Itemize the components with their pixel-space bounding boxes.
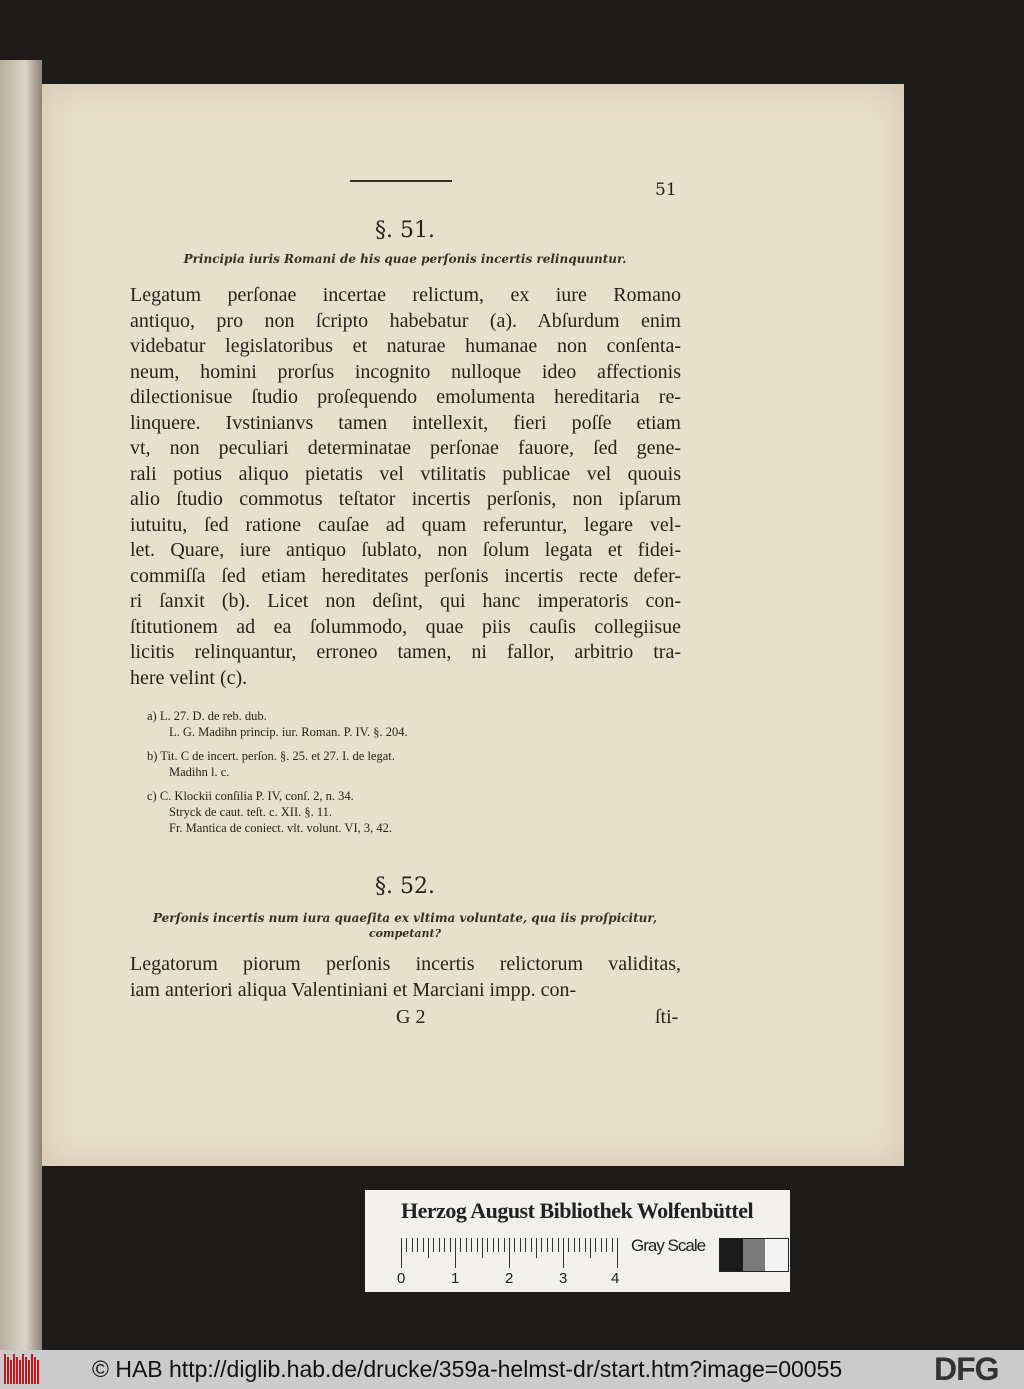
ruler-tick (439, 1238, 440, 1252)
section-52-body (130, 952, 681, 1003)
ruler-tick (504, 1238, 505, 1252)
line-text: ſtitutionem ad ea ſolummodo, quae piis cauſis collegiisue (130, 615, 681, 638)
text-line (130, 436, 681, 462)
line-text: neum, homini prorſus incognito nulloque ideo affectionis (130, 360, 681, 383)
hab-logo-icon (4, 1354, 46, 1384)
text-line (130, 589, 681, 615)
line-text: dilectionisue ſtudio proſequendo emolumenta hereditaria re- (130, 386, 681, 408)
footnotes (147, 708, 408, 844)
logo-stripe (19, 1360, 21, 1384)
ruler-tick (531, 1238, 532, 1252)
text-line (130, 978, 681, 1004)
ruler-tick (498, 1238, 499, 1252)
logo-stripe (10, 1360, 12, 1384)
ruler-tick (525, 1238, 526, 1252)
text-line (130, 462, 681, 488)
ruler-tick (541, 1238, 542, 1252)
text-line (130, 385, 681, 411)
scale-number: 0 (397, 1270, 406, 1287)
section-51-rubric: Principia iuris Romani de his quae perſonis incertis relinquuntur. (183, 252, 627, 266)
line-text: videbatur legislatoribus et naturae humanae non conſenta- (130, 335, 681, 357)
ruler-tick (487, 1238, 488, 1252)
line-text: vt, non peculiari determinatae perſonae fauore, ſed gene- (130, 437, 681, 459)
ruler-tick (520, 1238, 521, 1252)
catchword: ſti- (655, 1006, 679, 1028)
line-text: antiquo, pro non ſcripto habebatur (a). Abſurdum enim (130, 309, 681, 332)
ruler-tick (428, 1238, 429, 1258)
line-text: ri ſanxit (b). Licet non deſint, qui hanc imperatoris con- (130, 590, 681, 612)
line-text: Legatorum piorum perſonis incertis relictorum validitas, (130, 953, 681, 975)
footnote-line: Madihn l. c. (169, 765, 230, 779)
text-line (130, 513, 681, 539)
swatch-black (720, 1239, 743, 1271)
ruler-tick (595, 1238, 596, 1252)
ruler-tick (612, 1238, 613, 1252)
ruler-tick (482, 1238, 483, 1258)
ruler-tick (536, 1238, 537, 1258)
swatch-gray (743, 1239, 766, 1271)
ruler-tick (563, 1238, 564, 1268)
line-text: alio ſtudio commotus teſtator incertis perſonis, non ipſarum (130, 488, 681, 510)
text-line (130, 952, 681, 978)
swatch-white (765, 1239, 788, 1271)
header-rule (350, 180, 452, 182)
logo-stripe (4, 1354, 6, 1384)
section-51-heading: §. 51. (375, 218, 435, 243)
footnote-line: L. G. Madihn princip. iur. Roman. P. IV. §. 204. (169, 725, 408, 739)
scale-number: 2 (505, 1270, 514, 1287)
section-51-body (130, 283, 681, 691)
scale-number: 3 (559, 1270, 568, 1287)
line-text: rali potius aliquo pietatis vel vtilitatis publicae vel quouis (130, 462, 681, 485)
ruler-scale (401, 1238, 617, 1268)
ruler-tick (450, 1238, 451, 1252)
ruler-tick (433, 1238, 434, 1252)
logo-stripe (16, 1357, 18, 1384)
library-name: Herzog August Bibliothek Wolfenbüttel (401, 1198, 754, 1223)
ruler-tick (444, 1238, 445, 1252)
dfg-logo: DFG (934, 1351, 999, 1387)
line-text: Legatum perſonae incertae relictum, ex iure Romano (130, 284, 681, 306)
text-line (130, 564, 681, 590)
footer-bar (0, 1350, 1024, 1389)
ruler-tick (423, 1238, 424, 1252)
ruler-tick (509, 1238, 510, 1268)
footnote (147, 708, 408, 740)
footnote-line: a) L. 27. D. de reb. dub. (147, 709, 267, 723)
line-text: here velint (c). (130, 666, 248, 689)
library-color-card (365, 1190, 790, 1292)
footnote-line: Fr. Mantica de coniect. vlt. volunt. VI, 3, 42. (169, 821, 392, 835)
logo-stripe (25, 1357, 27, 1384)
text-line (130, 666, 681, 692)
ruler-tick (406, 1238, 407, 1252)
ruler-tick (417, 1238, 418, 1252)
logo-stripe (22, 1354, 24, 1384)
ruler-tick (401, 1238, 402, 1268)
ruler-tick (493, 1238, 494, 1252)
ruler-tick (574, 1238, 575, 1252)
ruler-tick (585, 1238, 586, 1252)
ruler-tick (590, 1238, 591, 1258)
gray-scale-swatches (719, 1238, 789, 1272)
line-text: let. Quare, iure antiquo ſublato, non ſolum legata et fidei- (130, 539, 681, 561)
ruler-tick (558, 1238, 559, 1252)
section-52-heading: §. 52. (375, 874, 435, 899)
logo-stripe (28, 1360, 30, 1384)
text-line (130, 360, 681, 386)
logo-stripe (7, 1357, 9, 1384)
text-line (130, 538, 681, 564)
text-line (130, 640, 681, 666)
ruler-tick (579, 1238, 580, 1252)
ruler-tick (412, 1238, 413, 1252)
section-52-rubric-cont: competant? (368, 927, 442, 940)
text-line (130, 487, 681, 513)
section-52-rubric: Perſonis incertis num iura quaeſita ex vltima voluntate, qua iis proſpicitur, (152, 911, 658, 925)
logo-stripe (31, 1354, 33, 1384)
ruler-tick (547, 1238, 548, 1252)
ruler-tick (466, 1238, 467, 1252)
footnote (147, 748, 408, 780)
text-line (130, 615, 681, 641)
logo-stripe (37, 1360, 39, 1384)
text-line (130, 411, 681, 437)
ruler-tick (471, 1238, 472, 1252)
ruler-tick (455, 1238, 456, 1268)
line-text: linquere. Ivstinianvs tamen intellexit, fieri poſſe etiam (130, 411, 681, 434)
page-number: 51 (655, 180, 677, 200)
text-line (130, 283, 681, 309)
footnote-line: Stryck de caut. teſt. c. XII. §. 11. (169, 805, 333, 819)
ruler-tick (477, 1238, 478, 1252)
text-line (130, 309, 681, 335)
line-text: licitis relinquantur, erroneo tamen, ni fallor, arbitrio tra- (130, 641, 681, 663)
footnote-line: b) Tit. C de incert. perſon. §. 25. et 27. I. de legat. (147, 749, 395, 763)
gray-scale-label: Gray Scale (631, 1236, 706, 1255)
adjacent-page-edge (0, 60, 42, 1350)
text-line (130, 334, 681, 360)
footnote-line: c) C. Klockii conſilia P. IV, conſ. 2, n. 34. (147, 789, 354, 803)
logo-stripe (34, 1357, 36, 1384)
logo-stripe (13, 1354, 15, 1384)
scale-number: 1 (451, 1270, 460, 1287)
ruler-tick (568, 1238, 569, 1252)
ruler-tick (514, 1238, 515, 1252)
line-text: iutuitu, ſed ratione cauſae ad quam referuntur, legare vel- (130, 513, 681, 536)
signature-mark: G 2 (396, 1006, 426, 1028)
line-text: commiſſa ſed etiam hereditates perſonis incertis recte defer- (130, 564, 681, 587)
scale-number: 4 (611, 1270, 620, 1287)
ruler-tick (617, 1238, 618, 1268)
ruler-tick (552, 1238, 553, 1252)
ruler-tick (460, 1238, 461, 1252)
ruler-tick (606, 1238, 607, 1252)
ruler-tick (601, 1238, 602, 1252)
copyright-url[interactable]: © HAB http://diglib.hab.de/drucke/359a-helmst-dr/start.htm?image=00055 (92, 1356, 843, 1382)
line-text: iam anteriori aliqua Valentiniani et Marciani impp. con- (130, 978, 577, 1001)
footnote (147, 788, 408, 836)
